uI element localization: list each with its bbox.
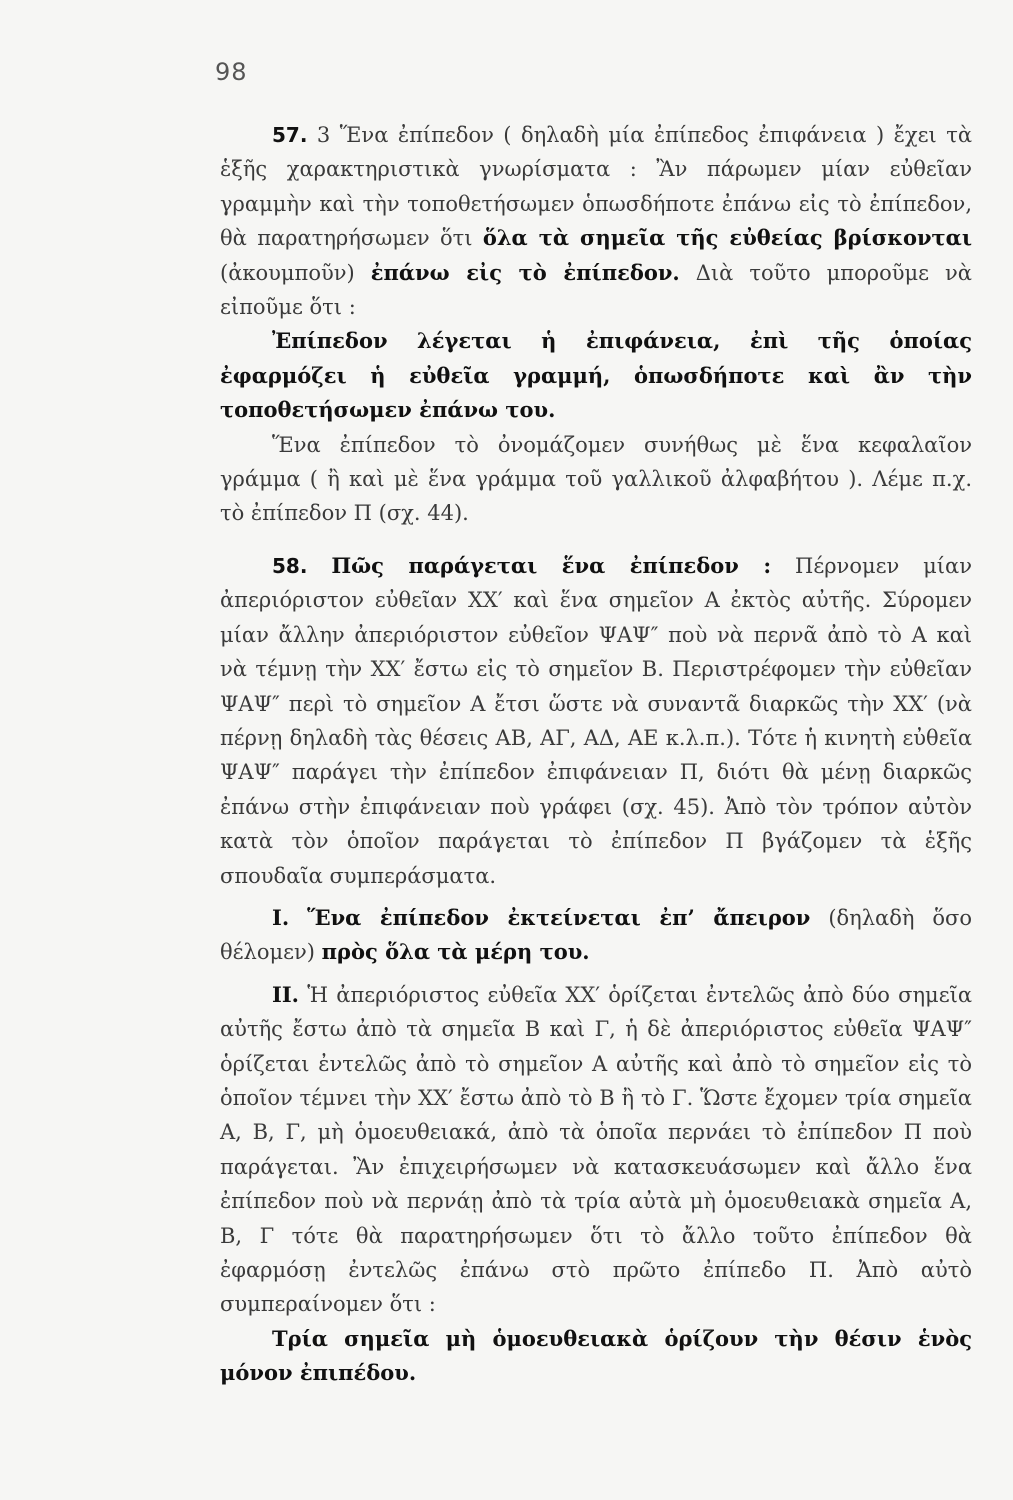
paragraph-57-intro: [220, 118, 972, 324]
plane-definition: Ἐπίπεδον λέγεται ἡ ἐπιφάνεια, ἐπὶ τῆς ὁποίας ἐφαρμόζει ἡ εὐθεῖα γραμμή, ὁπωσδήποτε καὶ ἂν τὴν τοποθετήσωμεν ἐπάνω του.: [220, 328, 972, 423]
section-number-57: 57.: [272, 123, 308, 147]
p57-bold-2: ἐπάνω εἰς τὸ ἐπίπεδον.: [370, 259, 680, 285]
conclusion-1: [220, 901, 972, 970]
conclusion-1-bold: Ἕνα ἐπίπεδον ἐκτείνεται ἐπ’ ἄπειρον: [307, 904, 811, 930]
section-number-58: 58.: [272, 553, 308, 578]
conclusion-2: [220, 978, 972, 1322]
conclusion-2-label: II.: [272, 981, 299, 1007]
final-conclusion: Τρία σημεῖα μὴ ὁμοευθειακὰ ὁρίζουν τὴν θέσιν ἑνὸς μόνον ἐπιπέδου.: [220, 1325, 972, 1386]
p57-bold-1: ὅλα τὰ σημεῖα τῆς εὐθείας βρίσκονται: [482, 225, 972, 251]
paragraph-58: [220, 549, 972, 893]
p57-tail: Διὰ τοῦτο μποροῦμε νὰ εἰποῦμε ὅτι :: [220, 260, 972, 320]
plane-naming-paragraph: Ἕνα ἐπίπεδον τὸ ὀνομάζομεν συνήθως μὲ ἕνα κεφαλαῖον γράμμα ( ἢ καὶ μὲ ἕνα γράμμα τοῦ γαλλικοῦ ἀλφαβήτου ). Λέμε π.χ. τὸ ἐπίπεδον Π (σχ. 44).: [220, 432, 972, 526]
p58-body: Πέρνομεν μίαν ἀπεριόριστον εὐθεῖαν ΧΧ′ καὶ ἕνα σημεῖον Α ἐκτὸς αὐτῆς. Σύρομεν μίαν ἄλλην ἀπεριόριστον εὐθεῖον ΨΑΨ″ ποὺ νὰ περνᾶ ἀπὸ τὸ Α καὶ νὰ τέμνῃ τὴν ΧΧ′ ἔστω εἰς τὸ σημεῖον Β. Περιστρέφομεν τὴν εὐθεῖαν ΨΑΨ″ περὶ τὸ σημεῖον Α ἔτσι ὥστε νὰ συναντᾶ διαρκῶς τὴν ΧΧ′ (νὰ πέρνῃ δηλαδὴ τὰς θέσεις ΑΒ, ΑΓ, ΑΔ, ΑΕ κ.λ.π.). Τότε ἡ κινητὴ εὐθεῖα ΨΑΨ″ παράγει τὴν ἐπίπεδον ἐπιφάνειαν Π, διότι θὰ μένῃ διαρκῶς ἐπάνω στὴν ἐπιφάνειαν ποὺ γράφει (σχ. 45). Ἀπὸ τὸν τρόπον αὐτὸν κατὰ τὸν ὁποῖον παράγεται τὸ ἐπίπεδον Π βγάζομεν τὰ ἑξῆς σπουδαῖα συμπεράσματα.: [220, 553, 972, 888]
section-58-title: Πῶς παράγεται ἕνα ἐπίπεδον :: [331, 552, 772, 578]
page-number: 98: [215, 58, 248, 86]
p57-mid: (ἀκουμποῦν): [220, 260, 355, 285]
conclusion-2-body: Ἡ ἀπεριόριστος εὐθεῖα ΧΧ′ ὁρίζεται ἐντελῶς ἀπὸ δύο σημεῖα αὐτῆς ἔστω ἀπὸ τὰ σημεῖα Β καὶ Γ, ἡ δὲ ἀπεριόριστος εὐθεῖα ΨΑΨ″ ὁρίζεται ἐντελῶς ἀπὸ τὸ σημεῖον Α αὐτῆς καὶ ἀπὸ τὸ σημεῖον εἰς τὸ ὁποῖον τέμνει τὴν ΧΧ′ ἔστω ἀπὸ τὸ Β ἢ τὸ Γ. Ὥστε ἔχομεν τρία σημεῖα Α, Β, Γ, μὴ ὁμοευθειακά, ἀπὸ τὰ ὁποῖα περνάει τὸ ἐπίπεδον Π ποὺ παράγεται. Ἂν ἐπιχειρήσωμεν νὰ κατασκευάσωμεν καὶ ἄλλο ἕνα ἐπίπεδον ποὺ νὰ περνάῃ ἀπὸ τὰ τρία αὐτὰ μὴ ὁμοευθειακὰ σημεῖα Α, Β, Γ τότε θὰ παρατηρήσωμεν ὅτι τὸ ἄλλο τοῦτο ἐπίπεδον θὰ ἐφαρμόσῃ ἐντελῶς ἐπάνω στὸ πρῶτο ἐπίπεδο Π. Ἀπὸ αὐτὸ συμπεραίνομεν ὅτι :: [220, 982, 972, 1317]
p57-intro-text: 3 Ἕνα ἐπίπεδον ( δηλαδὴ μία ἐπίπεδος ἐπιφάνεια ) ἔχει τὰ ἑξῆς χαρακτηριστικὰ γνωρίσματα : Ἂν πάρωμεν μίαν εὐθεῖαν γραμμὴν καὶ τὴν τοποθετήσωμεν ὁπωσδήποτε ἐπάνω εἰς τὸ ἐπίπεδον, θὰ παρατηρήσωμεν ὅτι: [220, 123, 972, 251]
conclusion-1-mid: (δηλαδὴ ὅσο θέλομεν): [220, 905, 973, 965]
page-body: [220, 118, 972, 1391]
conclusion-1-bold-2: πρὸς ὅλα τὰ μέρη του.: [321, 939, 590, 965]
conclusion-1-label: I.: [272, 904, 290, 930]
